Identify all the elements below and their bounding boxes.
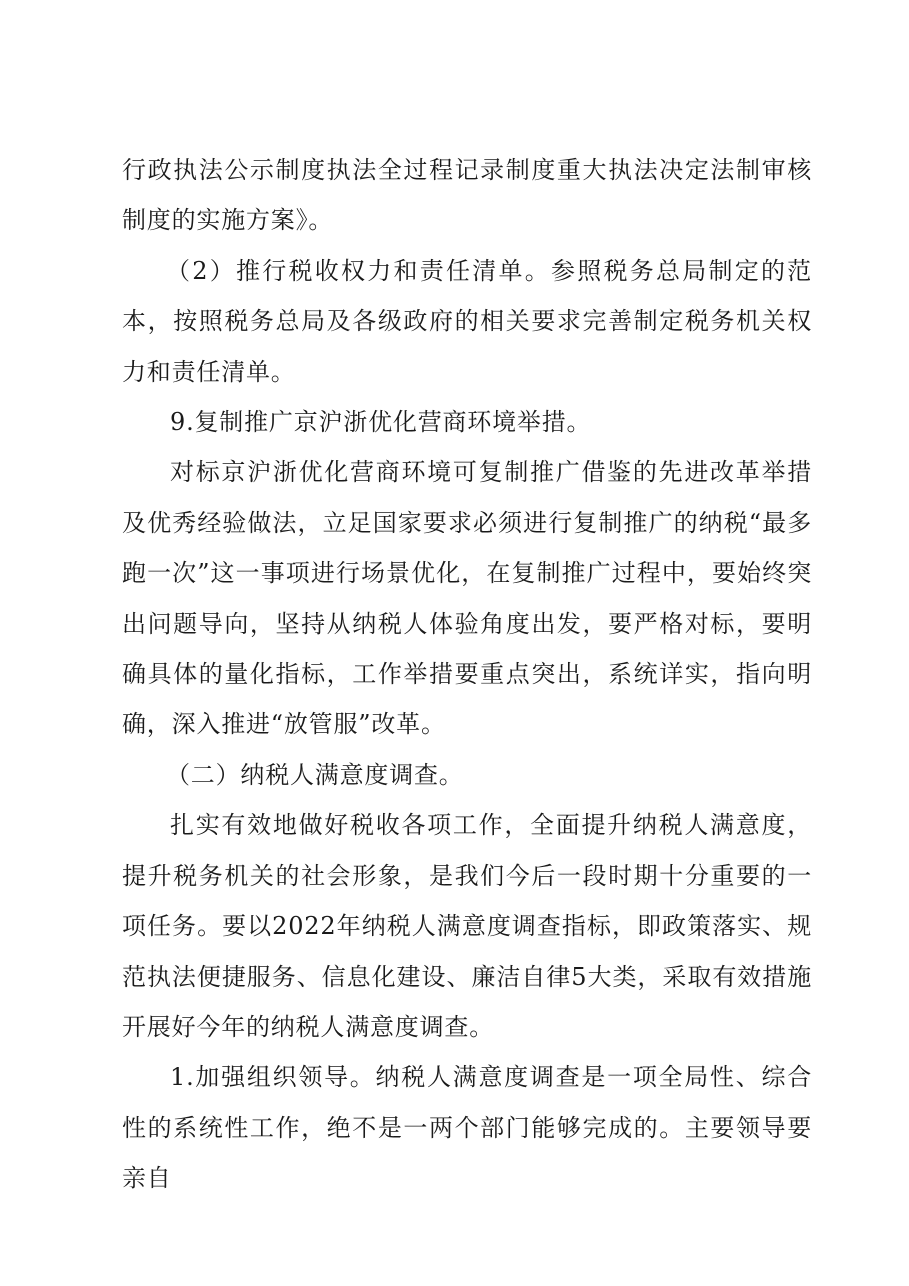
paragraph-tax-power-list: （2）推行税收权力和责任清单。参照税务总局制定的范本，按照税务总局及各级政府的相关要求完善制定税务机关权力和责任清单。 — [122, 256, 812, 386]
paragraph-satisfaction-goals: 扎实有效地做好税收各项工作，全面提升纳税人满意度，提升税务机关的社会形象，是我们今后一段时期十分重要的一项任务。要以2022年纳税人满意度调查指标，即政策落实、规范执法便捷服务、信息化建设、廉洁自律5大类，采取有效措施开展好今年的纳税人满意度调查。 — [122, 811, 812, 1041]
paragraph-heading-9: 9.复制推广京沪浙优化营商环境举措。 — [170, 408, 592, 437]
paragraph-leadership: 1.加强组织领导。纳税人满意度调查是一项全局性、综合性的系统性工作，绝不是一两个部门能够完成的。主要领导要亲自 — [122, 1063, 812, 1193]
document-body — [122, 145, 812, 1204]
paragraph-benchmark-reform: 对标京沪浙优化营商环境可复制推广借鉴的先进改革举措及优秀经验做法，立足国家要求必须进行复制推广的纳税“最多跑一次”这一事项进行场景优化，在复制推广过程中，要始终突出问题导向，坚持从纳税人体验角度出发，要严格对标，要明确具体的量化指标，工作举措要重点突出，系统详实，指向明确，深入推进“放管服”改革。 — [122, 458, 812, 739]
paragraph-heading-satisfaction-survey: （二）纳税人满意度调查。 — [166, 760, 464, 789]
paragraph-continuation: 行政执法公示制度执法全过程记录制度重大执法决定法制审核制度的实施方案》。 — [122, 156, 812, 235]
